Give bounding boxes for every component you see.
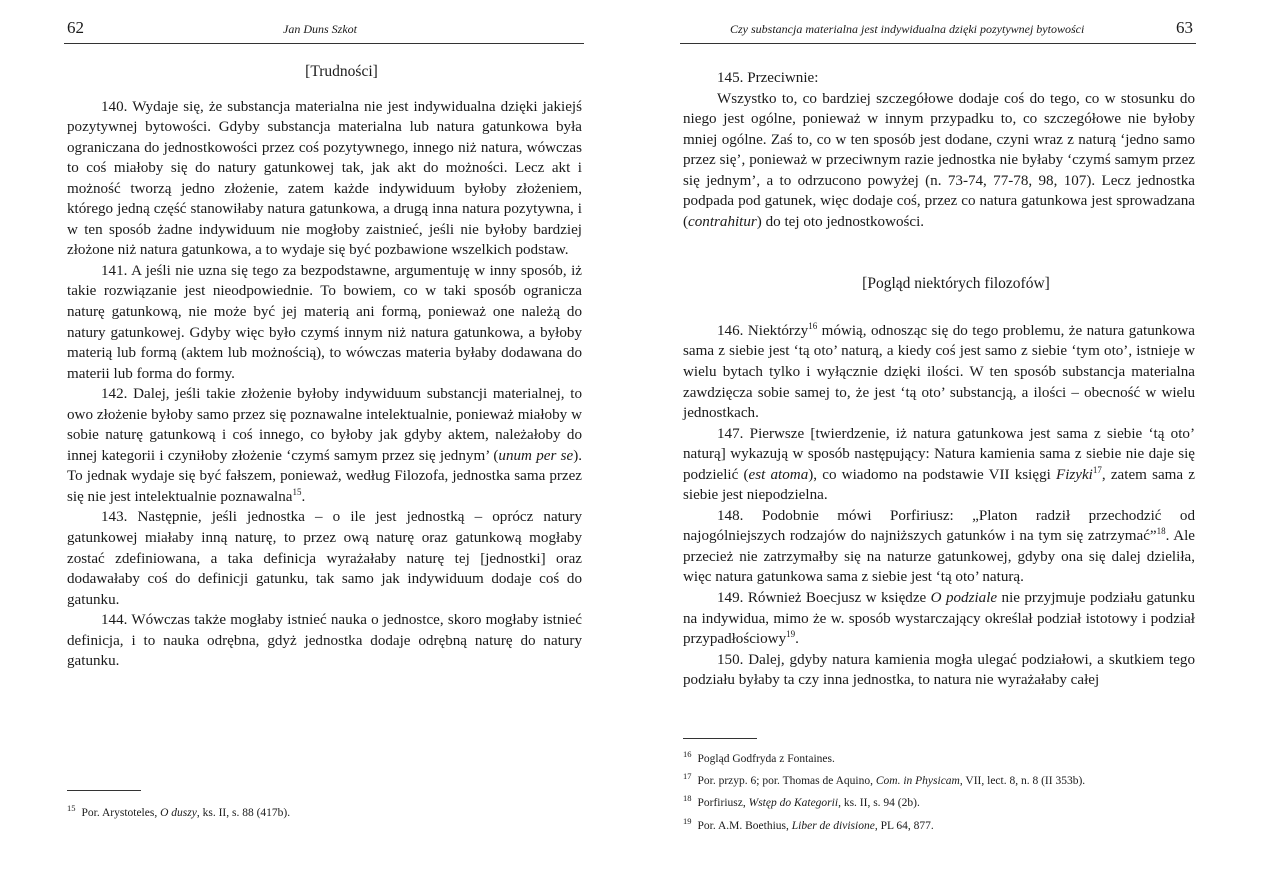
- right-footnote-rule: [683, 738, 757, 739]
- section-heading-poglad: [Pogląd niektórych filozofów]: [862, 275, 1050, 293]
- right-footnotes: [683, 746, 1195, 835]
- left-running-head: [0, 18, 631, 42]
- section-heading-trudnosci: [Trudności]: [305, 63, 378, 80]
- right-header-rule: [680, 43, 1196, 44]
- left-running-title: Jan Duns Szkot: [283, 22, 357, 36]
- left-footnotes: [67, 800, 582, 822]
- paragraph-150: 150. Dalej, gdyby natura kamienia mogła ulegać podziałowi, a skutkiem tego podziału byłaby ta czy inna jednostka, to natura nie wyrażałaby całej: [683, 651, 1195, 689]
- footnote-18: $^{18}$ Porfiriusz, Wstęp do Kategorii, ks. II, s. 94 (2b).: [683, 793, 920, 810]
- paragraph-146: 146. Niektórzy$^{16}$ mówią, odnosząc się do tego problemu, że natura gatunkowa sama z siebie jest ‘tą oto’ naturą, a kiedy coś jest samo z siebie ‘tym oto’, istnieje w wielu bytach tylko i wyłącznie dzięki ilości. W ten sposób substancja materialna zawdzięcza sobie samej to, że jest ‘tą oto’ substancją, a ilości – obecność w wielu jednostkach.: [683, 320, 1196, 422]
- footnote-17: $^{17}$ Por. przyp. 6; por. Thomas de Aquino, Com. in Physicam, VII, lect. 8, n. 8 (II 353b).: [683, 771, 1086, 788]
- paragraph-141: 141. A jeśli nie uzna się tego za bezpodstawne, argumentuję w inny sposób, iż takie rozwiązanie jest nieodpowiednie. To bowiem, co w taki sposób ogranicza naturę gatunkową, nie może być jej materią ani formą, ponieważ one należą do natury gatunkowej. Gdyby więc było czymś innym niż natura gatunkowa, a byłoby materią lub formą (aktem lub możnością), to wówczas materia byłaby dodawana do materii lub forma do formy.: [67, 262, 582, 382]
- paragraph-143: 143. Następnie, jeśli jednostka – o ile jest jednostką – oprócz natury gatunkowej miałaby inną naturę, to przez ową naturę oraz gatunkową mogłaby zostać zdefiniowana, a taka definicja wyrażałaby naturę tej [jednostki] oraz dodawałaby coś do definicji gatunku, tak samo jak indywiduum dodaje coś do gatunku.: [67, 509, 582, 608]
- paragraph-145: Wszystko to, co bardziej szczegółowe dodaje coś do tego, co w stosunku do niego jest ogólne, ponieważ w innym przypadku to, co szczegółowe nie byłoby mniej ogólne. Zaś to, co w ten sposób jest dodane, czyni wraz z naturą ‘jedno samo przez się’, ponieważ w przeciwnym razie jednostka nie byłaby ‘czymś samym przez się jednym’, a to odrzucono powyżej (n. 73-74, 77-78, 98, 107). Lecz jednostka podpada pod gatunek, więc dodaje coś, przez co natura gatunkowa jest sprowadzana (contrahitur) do tej oto jednostkowości.: [683, 90, 1195, 230]
- left-header-rule: [64, 43, 584, 44]
- paragraph-145-title: 145. Przeciwnie:: [717, 70, 819, 86]
- paragraph-147: 147. Pierwsze [twierdzenie, iż natura gatunkowa jest sama z siebie ‘tą oto’ naturą] wykazują w sposób następujący: Natura kamienia sama z siebie nie daje się podzielić (est atoma), co wiadomo na podstawie VII księgi Fizyki$^{17}$, zatem sama z siebie jest niepodzielna.: [683, 425, 1195, 504]
- footnote-19: $^{19}$ Por. A.M. Boethius, Liber de divisione, PL 64, 877.: [683, 815, 934, 832]
- footnote-ref-17: 17: [1092, 464, 1102, 475]
- paragraph-148: 148. Podobnie mówi Porfiriusz: „Platon radził przechodzić od najogólniejszych rodzajów do najniższych gatunków i na tym się zatrzymać”$^{18}$. Ale przecież nie zatrzymałby się na naturze gatunkowej, gdyby ona się dalej dzieliła, więc natura gatunkowa sama z siebie jest ‘tą oto’ naturą.: [683, 507, 1195, 586]
- paragraph-140: 140. Wydaje się, że substancja materialna nie jest indywidualna dzięki jakiejś pozytywnej bytowości. Gdyby substancja materialna lub natura gatunkowa była ograniczana do jednostkowości przez coś pozytywnego, innego niż natura, wówczas to coś miałoby się do natury gatunkowej tak, jak akt do możności. Lecz akt i możność tworzą jedno złożenie, zatem każde indywiduum byłoby złożeniem, którego jedną część stanowiłaby natura gatunkowa, a drugą inna natura pozytywna, i w ten sposób żadne indywiduum nie mogłoby zaistnieć, jeśli nie byłoby bardziej złożone niż natura gatunkowa, a to wydaje się być pozbawione wszelkich podstaw.: [67, 98, 582, 259]
- footnote-16: $^{16}$ Pogląd Godfryda z Fontaines.: [683, 749, 835, 765]
- footnote-ref-18: 18: [1156, 526, 1166, 537]
- paragraph-142: 142. Dalej, jeśli takie złożenie byłoby indywiduum substancji materialnej, to owo złożenie byłoby samo przez się poznawalne intelektualnie, ponieważ miałoby w sobie naturę gatunkową i coś innego, co byłoby jak gdyby aktem, należałoby do innej kategorii i czyniłoby złożenie ‘czymś samym przez się jednym’ (unum per se). To jednak wydaje się być fałszem, ponieważ, według Filozofa, jednostka sama przez się nie jest intelektualnie poznawalna$^{15}$.: [67, 386, 583, 505]
- right-page: [632, 0, 1263, 893]
- right-running-head: [632, 18, 1263, 42]
- footnote-ref-19: 19: [786, 629, 796, 640]
- footnote-ref-16: 16: [808, 320, 818, 331]
- paragraph-149: 149. Również Boecjusz w księdze O podziale nie przyjmuje podziału gatunku na indywidua, mimo że w. sposób wystarczający określał podział istotowy i podział przypadłościowy$^{19}$.: [683, 590, 1196, 648]
- left-page: [0, 0, 631, 893]
- left-footnote-rule: [67, 790, 141, 791]
- footnote-ref-15: 15: [292, 486, 302, 497]
- right-body: [683, 68, 1195, 691]
- left-page-number: 62: [67, 18, 84, 37]
- right-running-title: Czy substancja materialna jest indywidualna dzięki pozytywnej bytowości: [730, 22, 1085, 36]
- left-body: [67, 62, 582, 672]
- right-page-number: 63: [1176, 18, 1193, 37]
- footnote-15: $^{15}$ Por. Arystoteles, O duszy, ks. II, s. 88 (417b).: [67, 803, 291, 819]
- paragraph-144: 144. Wówczas także mogłaby istnieć nauka o jednostce, skoro mogłaby istnieć definicja, i to nauka odrębna, gdyż jednostka dodaje odrębną naturę do natury gatunku.: [67, 612, 582, 670]
